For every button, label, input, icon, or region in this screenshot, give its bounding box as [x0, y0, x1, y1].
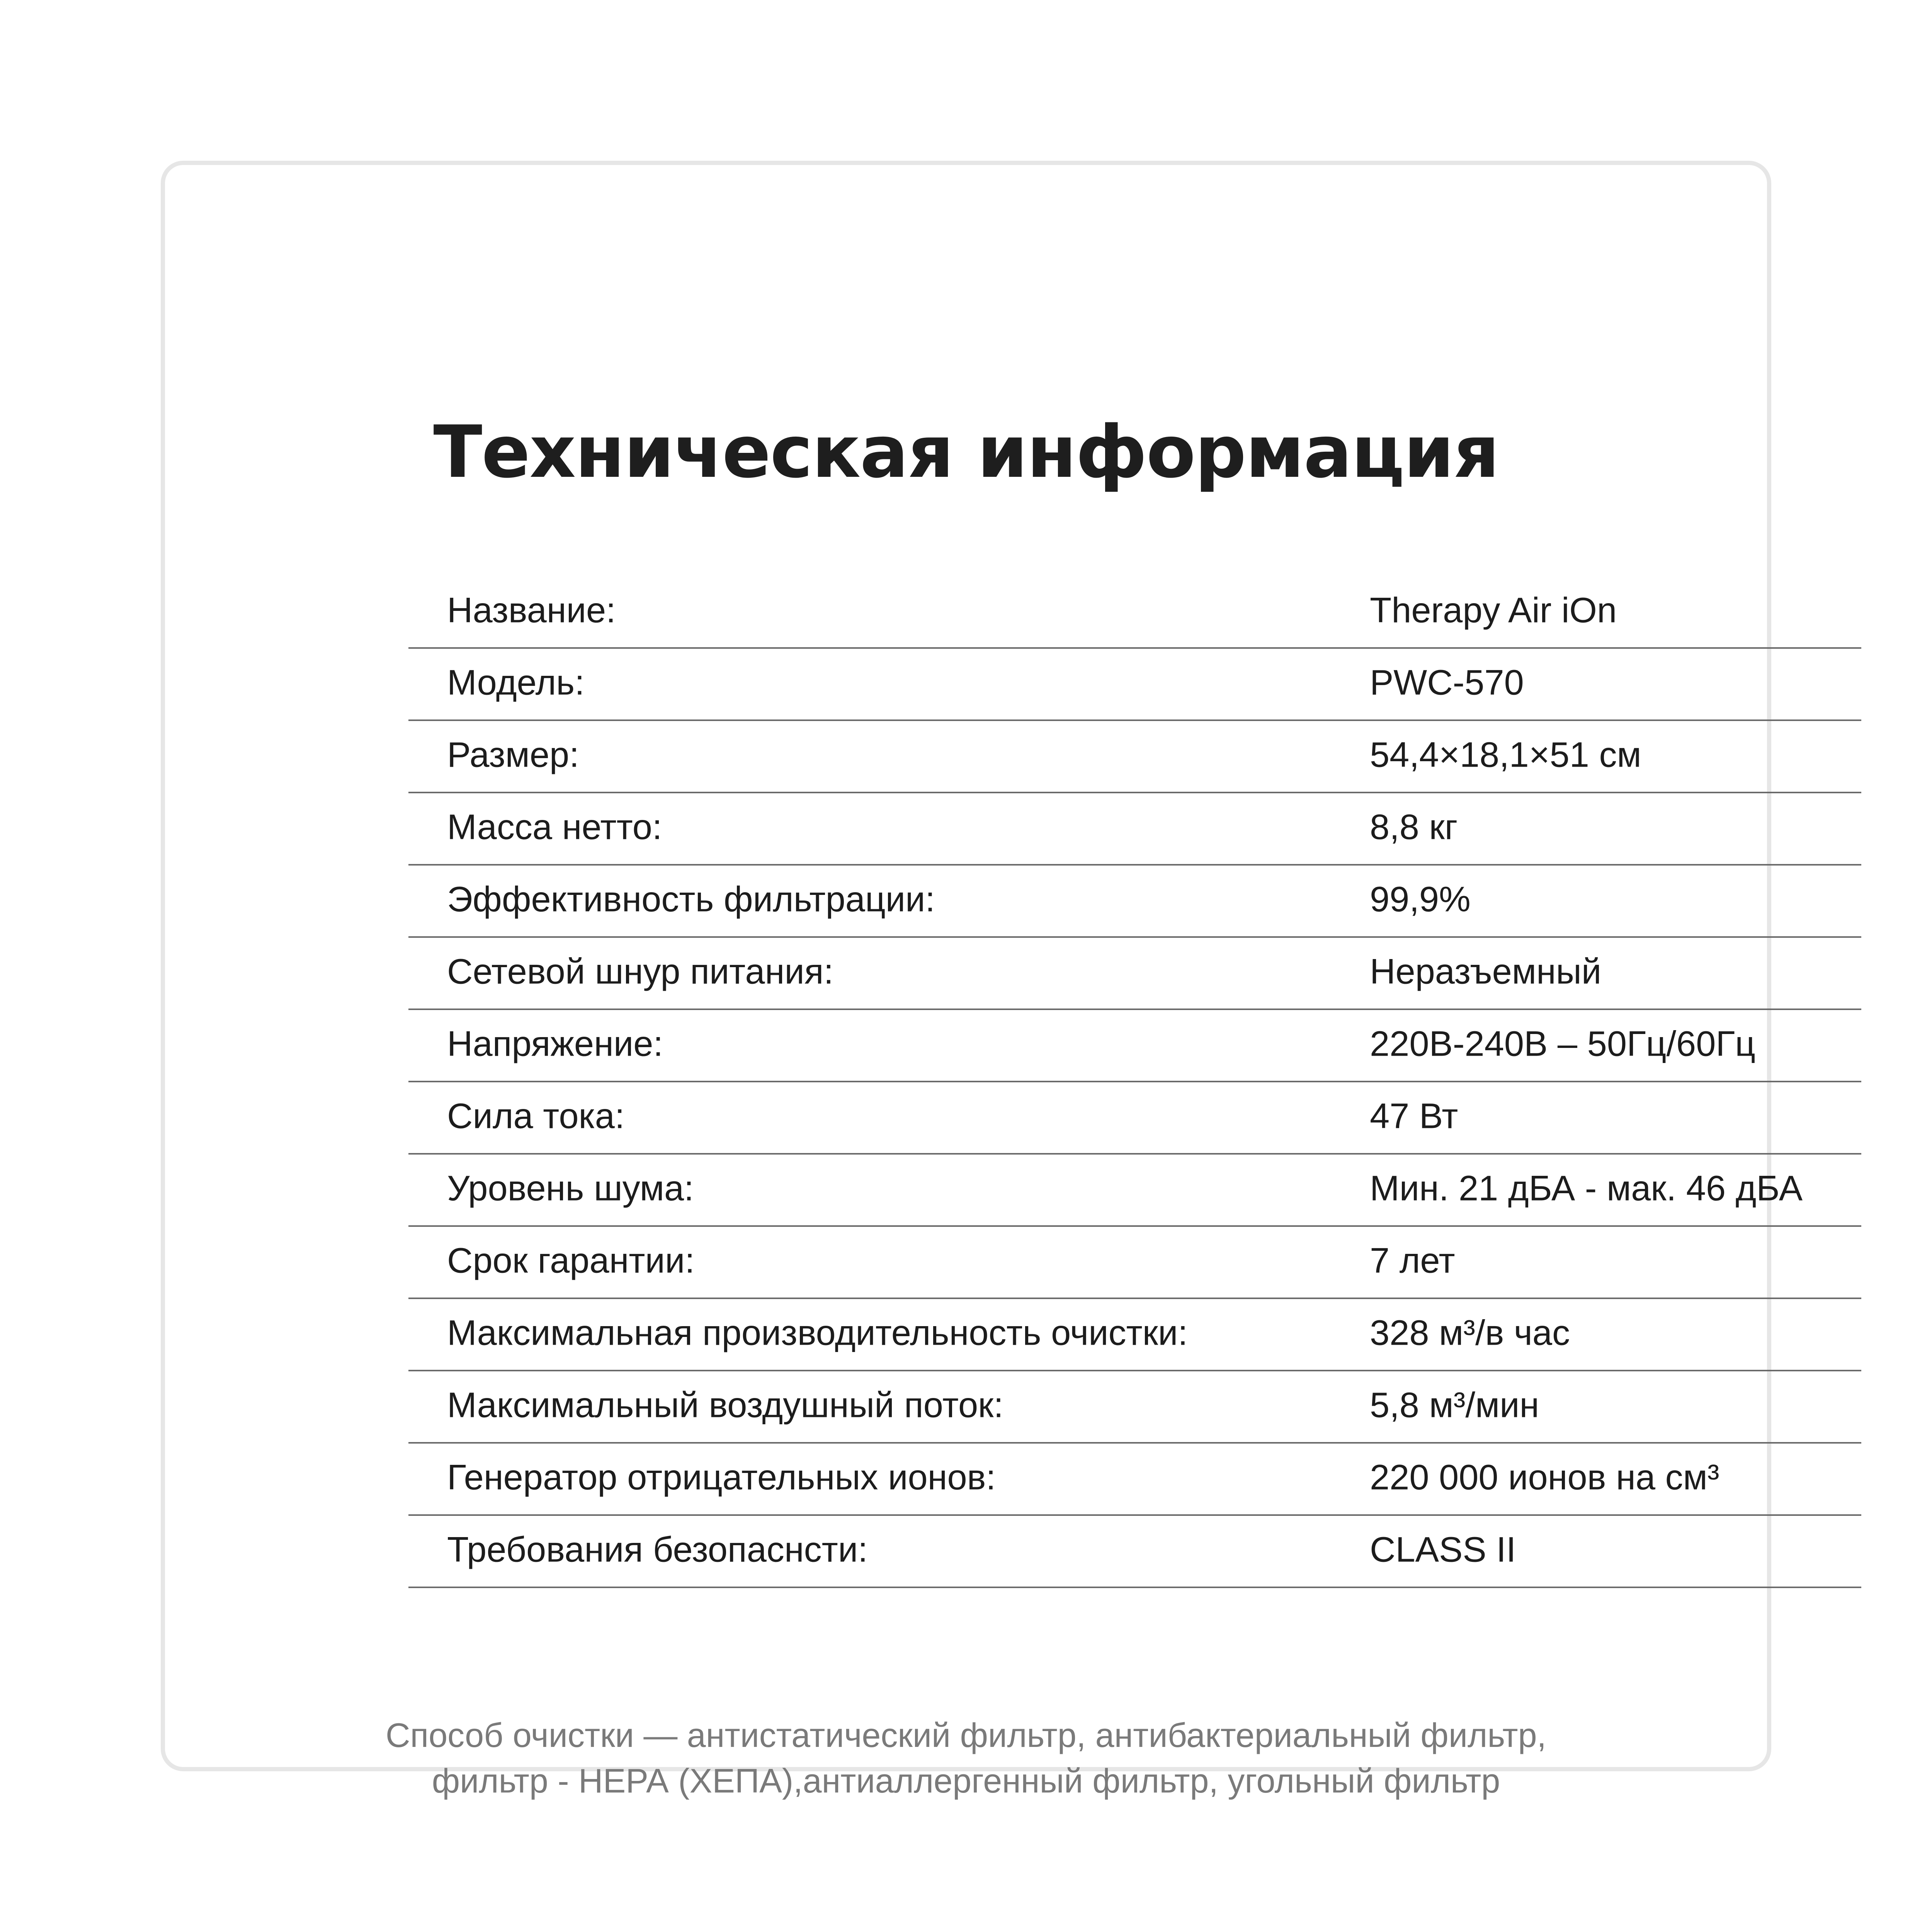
spec-row — [408, 721, 1861, 793]
spec-label: Максимальный воздушный поток: — [447, 1385, 1003, 1425]
cleaning-method-note — [165, 1713, 1767, 1804]
spec-row — [408, 938, 1861, 1010]
spec-label: Уровень шума: — [447, 1168, 694, 1208]
spec-value: 7 лет — [1370, 1240, 1455, 1280]
spec-label: Максимальная производительность очистки: — [447, 1313, 1188, 1352]
spec-value: CLASS II — [1370, 1529, 1516, 1569]
spec-label: Модель: — [447, 662, 585, 702]
footnote-line: Способ очистки — антистатический фильтр, антибактериальный фильтр, — [386, 1716, 1546, 1754]
spec-label: Требования безопаснсти: — [447, 1529, 868, 1569]
spec-label: Масса нетто: — [447, 807, 662, 847]
spec-value: 220 000 ионов на см³ — [1370, 1457, 1719, 1497]
spec-card — [161, 161, 1803, 1800]
spec-value: 54,4×18,1×51 см — [1370, 735, 1641, 774]
spec-value: Неразъемный — [1370, 951, 1602, 991]
spec-row — [408, 1444, 1861, 1516]
spec-row — [408, 1010, 1861, 1082]
spec-row — [408, 1516, 1861, 1588]
spec-label: Эффективность фильтрации: — [447, 879, 935, 919]
spec-label: Размер: — [447, 735, 579, 774]
spec-label: Название: — [447, 590, 616, 630]
spec-table — [408, 577, 1861, 1588]
spec-value: Therapy Air iOn — [1370, 590, 1617, 630]
spec-row — [408, 1299, 1861, 1371]
spec-value: 220В-240В – 50Гц/60Гц — [1370, 1024, 1755, 1063]
spec-value: 328 м³/в час — [1370, 1313, 1570, 1352]
page-title: Техническая информация — [433, 410, 1499, 494]
spec-label: Генератор отрицательных ионов: — [447, 1457, 996, 1497]
spec-value: 5,8 м³/мин — [1370, 1385, 1539, 1425]
spec-label: Срок гарантии: — [447, 1240, 695, 1280]
spec-label: Сила тока: — [447, 1096, 625, 1136]
spec-value: 47 Вт — [1370, 1096, 1458, 1136]
spec-row — [408, 577, 1861, 649]
spec-row — [408, 1082, 1861, 1155]
spec-row — [408, 649, 1861, 721]
spec-value: PWC-570 — [1370, 662, 1524, 702]
spec-value: 8,8 кг — [1370, 807, 1458, 847]
spec-label: Напряжение: — [447, 1024, 663, 1063]
spec-row — [408, 1155, 1861, 1227]
spec-value: 99,9% — [1370, 879, 1471, 919]
spec-row — [408, 1371, 1861, 1444]
spec-row — [408, 866, 1861, 938]
footnote-line: фильтр - НЕРА (ХЕПА),антиаллергенный фильтр, угольный фильтр — [432, 1762, 1500, 1800]
spec-label: Сетевой шнур питания: — [447, 951, 834, 991]
spec-value: Мин. 21 дБА - мак. 46 дБА — [1370, 1168, 1803, 1208]
spec-row — [408, 793, 1861, 866]
spec-row — [408, 1227, 1861, 1299]
